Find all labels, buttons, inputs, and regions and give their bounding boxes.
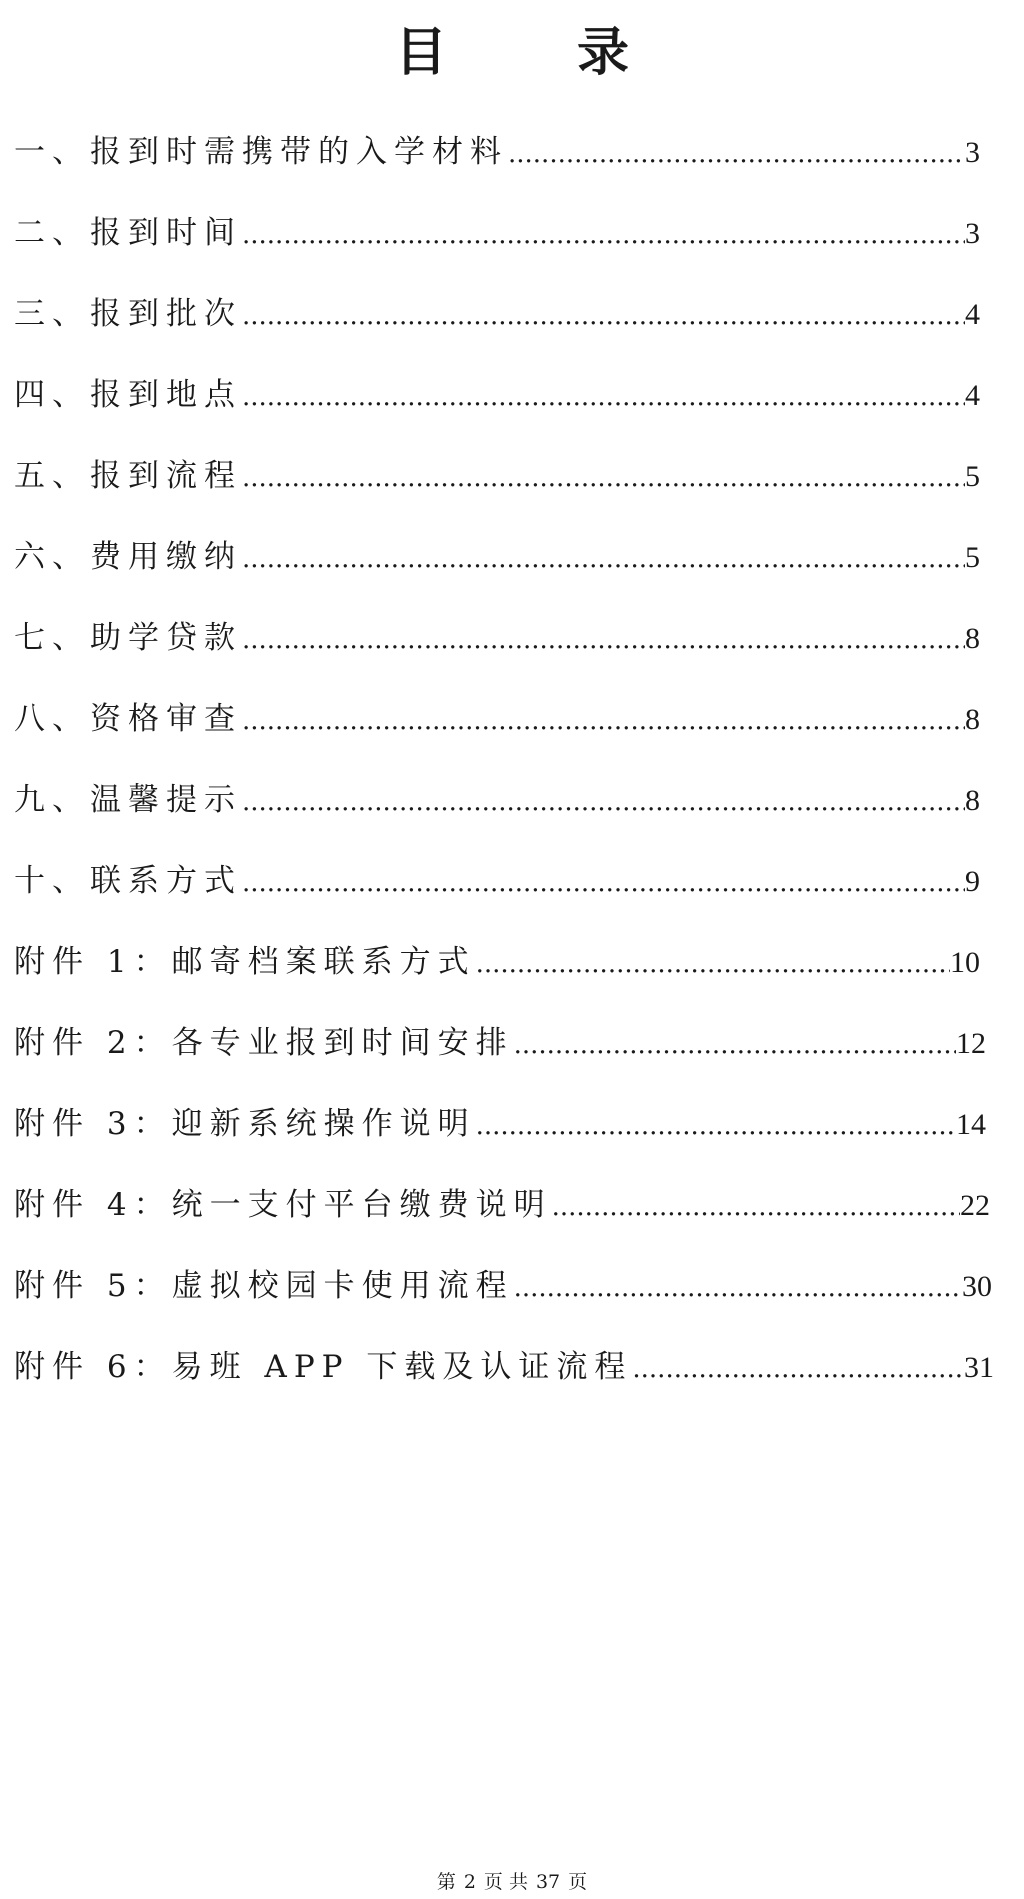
- toc-dot-leader: [242, 220, 965, 250]
- toc-entry-page-number: 9: [965, 865, 980, 898]
- toc-dot-leader: [242, 382, 965, 412]
- toc-entry[interactable]: [14, 1341, 994, 1422]
- toc-entry-label: 附件 6：易班 APP 下载及认证流程: [14, 1349, 633, 1385]
- toc-entry[interactable]: [14, 126, 980, 207]
- toc-entry[interactable]: [14, 369, 980, 450]
- toc-dot-leader: [242, 301, 965, 331]
- toc-entry-label: 一、报到时需携带的入学材料: [14, 134, 508, 170]
- footer-total-pages: 37: [535, 1871, 561, 1893]
- toc-entry-page-number: 5: [965, 460, 980, 493]
- toc-entry-page-number: 3: [965, 136, 980, 169]
- toc-dot-leader: [242, 787, 965, 817]
- toc-entry-page-number: 4: [965, 379, 980, 412]
- footer-middle: 页 共: [483, 1871, 528, 1893]
- footer-current-page: 2: [463, 1871, 476, 1893]
- toc-entry-page-number: 31: [964, 1351, 994, 1384]
- toc-entry-label: 四、报到地点: [14, 377, 242, 413]
- toc-entry-page-number: 4: [965, 298, 980, 331]
- toc-dot-leader: [242, 463, 965, 493]
- toc-entry[interactable]: [14, 774, 980, 855]
- toc-dot-leader: [514, 1273, 962, 1303]
- toc-entry[interactable]: [14, 288, 980, 369]
- toc-entry[interactable]: [14, 1179, 990, 1260]
- toc-dot-leader: [242, 868, 965, 898]
- toc-entry-label: 七、助学贷款: [14, 620, 242, 656]
- toc-entry-label: 五、报到流程: [14, 458, 242, 494]
- toc-dot-leader: [242, 625, 965, 655]
- toc-entry[interactable]: [14, 612, 980, 693]
- toc-entry-page-number: 30: [962, 1270, 992, 1303]
- toc-entry-page-number: 10: [950, 946, 980, 979]
- toc-entry[interactable]: [14, 207, 980, 288]
- toc-entry-label: 六、费用缴纳: [14, 539, 242, 575]
- toc-entry-label: 附件 3：迎新系统操作说明: [14, 1106, 476, 1142]
- toc-entry-page-number: 14: [956, 1108, 986, 1141]
- toc-entry[interactable]: [14, 855, 980, 936]
- toc-entry-label: 九、温馨提示: [14, 782, 242, 818]
- toc-entry-label: 二、报到时间: [14, 215, 242, 251]
- toc-entry[interactable]: [14, 1017, 986, 1098]
- toc-dot-leader: [476, 1111, 956, 1141]
- toc-entry[interactable]: [14, 1260, 992, 1341]
- toc-entry-label: 十、联系方式: [14, 863, 242, 899]
- toc-entry-label: 三、报到批次: [14, 296, 242, 332]
- toc-dot-leader: [476, 949, 950, 979]
- footer-prefix: 第: [436, 1871, 456, 1893]
- toc-entry-page-number: 12: [956, 1027, 986, 1060]
- toc-dot-leader: [242, 544, 965, 574]
- toc-entry[interactable]: [14, 693, 980, 774]
- toc-entry[interactable]: [14, 936, 980, 1017]
- toc-entry-page-number: 8: [965, 703, 980, 736]
- toc-entry[interactable]: [14, 1098, 986, 1179]
- table-of-contents: [14, 126, 994, 1422]
- toc-entry-page-number: 5: [965, 541, 980, 574]
- toc-entry[interactable]: [14, 531, 980, 612]
- toc-entry-label: 附件 4：统一支付平台缴费说明: [14, 1187, 552, 1223]
- toc-entry-page-number: 3: [965, 217, 980, 250]
- toc-entry[interactable]: [14, 450, 980, 531]
- toc-entry-label: 八、资格审查: [14, 701, 242, 737]
- toc-entry-page-number: 8: [965, 622, 980, 655]
- toc-dot-leader: [514, 1030, 956, 1060]
- toc-dot-leader: [552, 1192, 960, 1222]
- toc-entry-page-number: 8: [965, 784, 980, 817]
- footer-suffix: 页: [568, 1871, 588, 1893]
- toc-entry-label: 附件 1：邮寄档案联系方式: [14, 944, 476, 980]
- toc-entry-page-number: 22: [960, 1189, 990, 1222]
- toc-entry-label: 附件 2：各专业报到时间安排: [14, 1025, 514, 1061]
- toc-dot-leader: [508, 139, 965, 169]
- toc-dot-leader: [632, 1354, 964, 1384]
- page-footer: [0, 1870, 1024, 1894]
- toc-entry-label: 附件 5：虚拟校园卡使用流程: [14, 1268, 514, 1304]
- toc-dot-leader: [242, 706, 965, 736]
- page-title: 目 录: [394, 22, 686, 83]
